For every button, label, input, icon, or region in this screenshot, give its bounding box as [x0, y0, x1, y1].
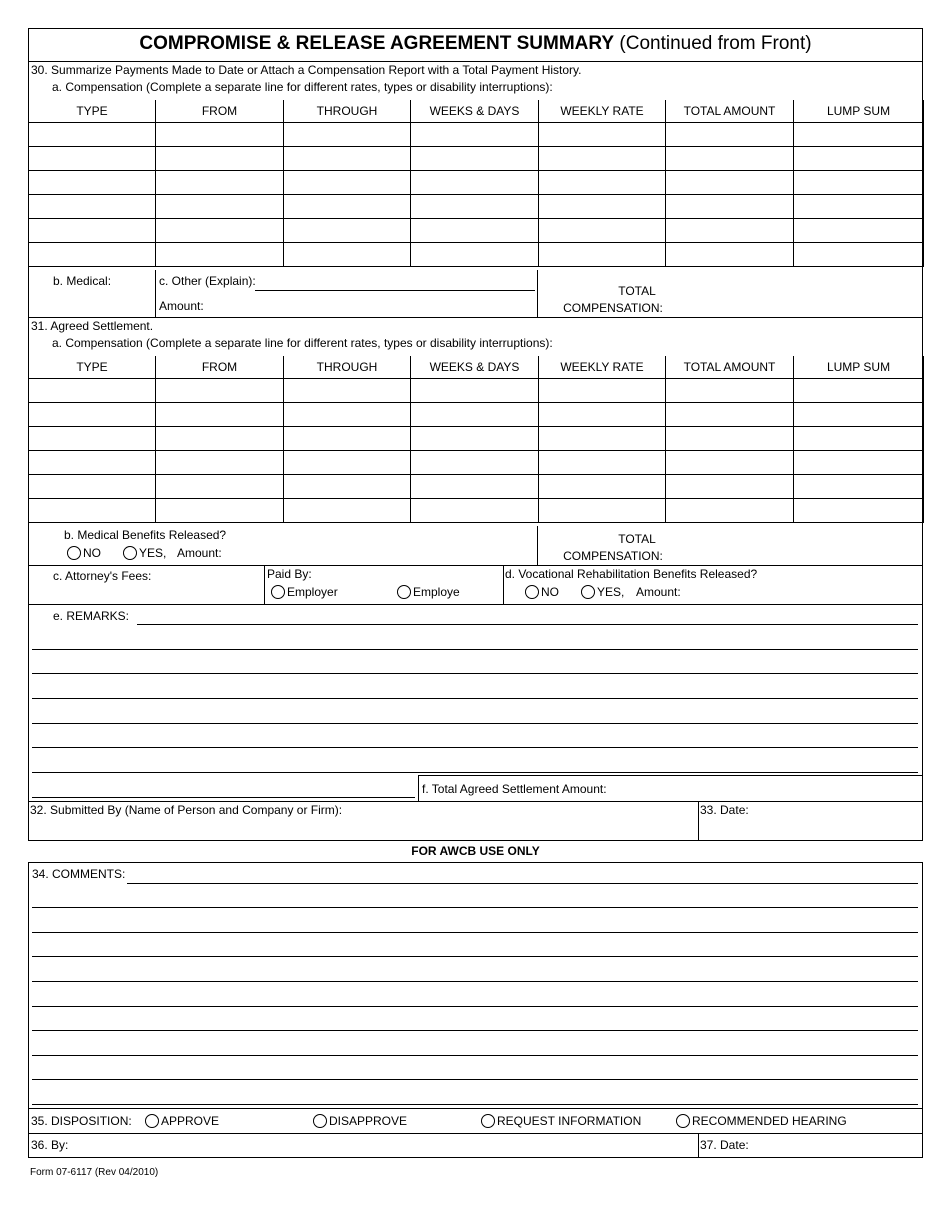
approve-radio[interactable]: [145, 1114, 159, 1128]
section31-heading: 31. Agreed Settlement.: [31, 319, 154, 333]
title-bold: COMPROMISE & RELEASE AGREEMENT SUMMARY: [139, 33, 615, 54]
col-through: THROUGH: [284, 356, 411, 379]
comments-line[interactable]: [32, 1104, 918, 1105]
col-weeks-days: WEEKS & DAYS: [411, 356, 539, 379]
table-row[interactable]: [29, 147, 924, 171]
table-row[interactable]: [29, 219, 924, 243]
remarks-line[interactable]: [32, 772, 918, 773]
medical-yes-radio[interactable]: [123, 546, 137, 560]
table-row[interactable]: [29, 499, 924, 523]
col-lump-sum: LUMP SUM: [794, 356, 924, 379]
other-explain-label: c. Other (Explain):: [159, 274, 256, 288]
medical-amount-label: Amount:: [177, 546, 222, 560]
table-row[interactable]: [29, 123, 924, 147]
medical-label: b. Medical:: [53, 274, 112, 288]
submitted-by-label: 32. Submitted By (Name of Person and Company or Firm):: [30, 803, 343, 817]
voc-rehab-label: d. Vocational Rehabilitation Benefits Released?: [505, 567, 758, 581]
attorney-fees-label: c. Attorney's Fees:: [53, 569, 152, 583]
remarks-line[interactable]: [137, 624, 918, 625]
col-type: TYPE: [29, 100, 156, 123]
section30-heading: 30. Summarize Payments Made to Date or Attach a Compensation Report with a Total Payment History.: [31, 63, 582, 77]
remarks-line[interactable]: [32, 698, 918, 699]
payments-table: [28, 100, 924, 267]
comments-line[interactable]: [127, 883, 918, 884]
medical-yes-label: YES,: [139, 546, 167, 560]
col-total-amount: TOTAL AMOUNT: [666, 356, 794, 379]
paid-by-employe-radio[interactable]: [397, 585, 411, 599]
remarks-line[interactable]: [32, 649, 918, 650]
total-settlement-label: f. Total Agreed Settlement Amount:: [422, 782, 607, 796]
title-normal: (Continued from Front): [619, 33, 812, 54]
medical-no-radio[interactable]: [67, 546, 81, 560]
remarks-label: e. REMARKS:: [53, 609, 130, 623]
col-weekly-rate: WEEKLY RATE: [539, 356, 666, 379]
voc-amount-label: Amount:: [636, 585, 681, 599]
awcb-date-label: 37. Date:: [700, 1138, 749, 1152]
total-compensation-label-2: COMPENSATION:: [563, 549, 663, 563]
comments-line[interactable]: [32, 1030, 918, 1031]
col-total-amount: TOTAL AMOUNT: [666, 100, 794, 123]
comments-line[interactable]: [32, 1006, 918, 1007]
voc-no-label: NO: [541, 585, 559, 599]
comments-line[interactable]: [32, 907, 918, 908]
table-row[interactable]: [29, 427, 924, 451]
table-row[interactable]: [29, 451, 924, 475]
table-header-row: [29, 100, 924, 123]
awcb-heading: FOR AWCB USE ONLY: [411, 844, 540, 858]
comments-line[interactable]: [32, 981, 918, 982]
table-row[interactable]: [29, 243, 924, 267]
total-compensation-label-1: TOTAL: [618, 532, 656, 546]
col-type: TYPE: [29, 356, 156, 379]
paid-by-employer-label: Employer: [287, 585, 338, 599]
comments-line[interactable]: [32, 1055, 918, 1056]
form-number: Form 07-6117 (Rev 04/2010): [30, 1167, 159, 1178]
comments-label: 34. COMMENTS:: [32, 867, 126, 881]
remarks-line[interactable]: [32, 797, 415, 798]
approve-label: APPROVE: [161, 1114, 220, 1128]
col-from: FROM: [156, 356, 284, 379]
submitted-date-label: 33. Date:: [700, 803, 749, 817]
settlement-table: [28, 356, 924, 523]
request-info-label: REQUEST INFORMATION: [497, 1114, 642, 1128]
remarks-line[interactable]: [32, 673, 918, 674]
paid-by-employer-radio[interactable]: [271, 585, 285, 599]
voc-yes-label: YES,: [597, 585, 625, 599]
voc-no-radio[interactable]: [525, 585, 539, 599]
disapprove-label: DISAPPROVE: [329, 1114, 408, 1128]
comments-line[interactable]: [32, 932, 918, 933]
recommended-hearing-radio[interactable]: [676, 1114, 690, 1128]
other-explain-field[interactable]: [255, 290, 535, 291]
medical-released-label: b. Medical Benefits Released?: [64, 528, 227, 542]
recommended-hearing-label: RECOMMENDED HEARING: [692, 1114, 847, 1128]
other-amount-label: Amount:: [159, 299, 204, 313]
table-row[interactable]: [29, 379, 924, 403]
table-row[interactable]: [29, 195, 924, 219]
table-row[interactable]: [29, 475, 924, 499]
comments-line[interactable]: [32, 956, 918, 957]
table-row[interactable]: [29, 403, 924, 427]
col-lump-sum: LUMP SUM: [794, 100, 924, 123]
disapprove-radio[interactable]: [313, 1114, 327, 1128]
comments-line[interactable]: [32, 1079, 918, 1080]
paid-by-label: Paid By:: [267, 567, 312, 581]
paid-by-employe-label: Employe: [413, 585, 460, 599]
remarks-line[interactable]: [32, 747, 918, 748]
col-from: FROM: [156, 100, 284, 123]
request-info-radio[interactable]: [481, 1114, 495, 1128]
total-compensation-label-2: COMPENSATION:: [563, 301, 663, 315]
remarks-line[interactable]: [32, 723, 918, 724]
disposition-label: 35. DISPOSITION:: [31, 1114, 132, 1128]
table-header-row: [29, 356, 924, 379]
total-compensation-label-1: TOTAL: [618, 284, 656, 298]
table-row[interactable]: [29, 171, 924, 195]
by-label: 36. By:: [31, 1138, 69, 1152]
voc-yes-radio[interactable]: [581, 585, 595, 599]
col-weeks-days: WEEKS & DAYS: [411, 100, 539, 123]
col-weekly-rate: WEEKLY RATE: [539, 100, 666, 123]
section30-subheading: a. Compensation (Complete a separate line for different rates, types or disability interruptions):: [52, 80, 553, 94]
medical-no-label: NO: [83, 546, 101, 560]
col-through: THROUGH: [284, 100, 411, 123]
section31-subheading: a. Compensation (Complete a separate line for different rates, types or disability interruptions):: [52, 336, 553, 350]
page-title: [28, 33, 923, 55]
